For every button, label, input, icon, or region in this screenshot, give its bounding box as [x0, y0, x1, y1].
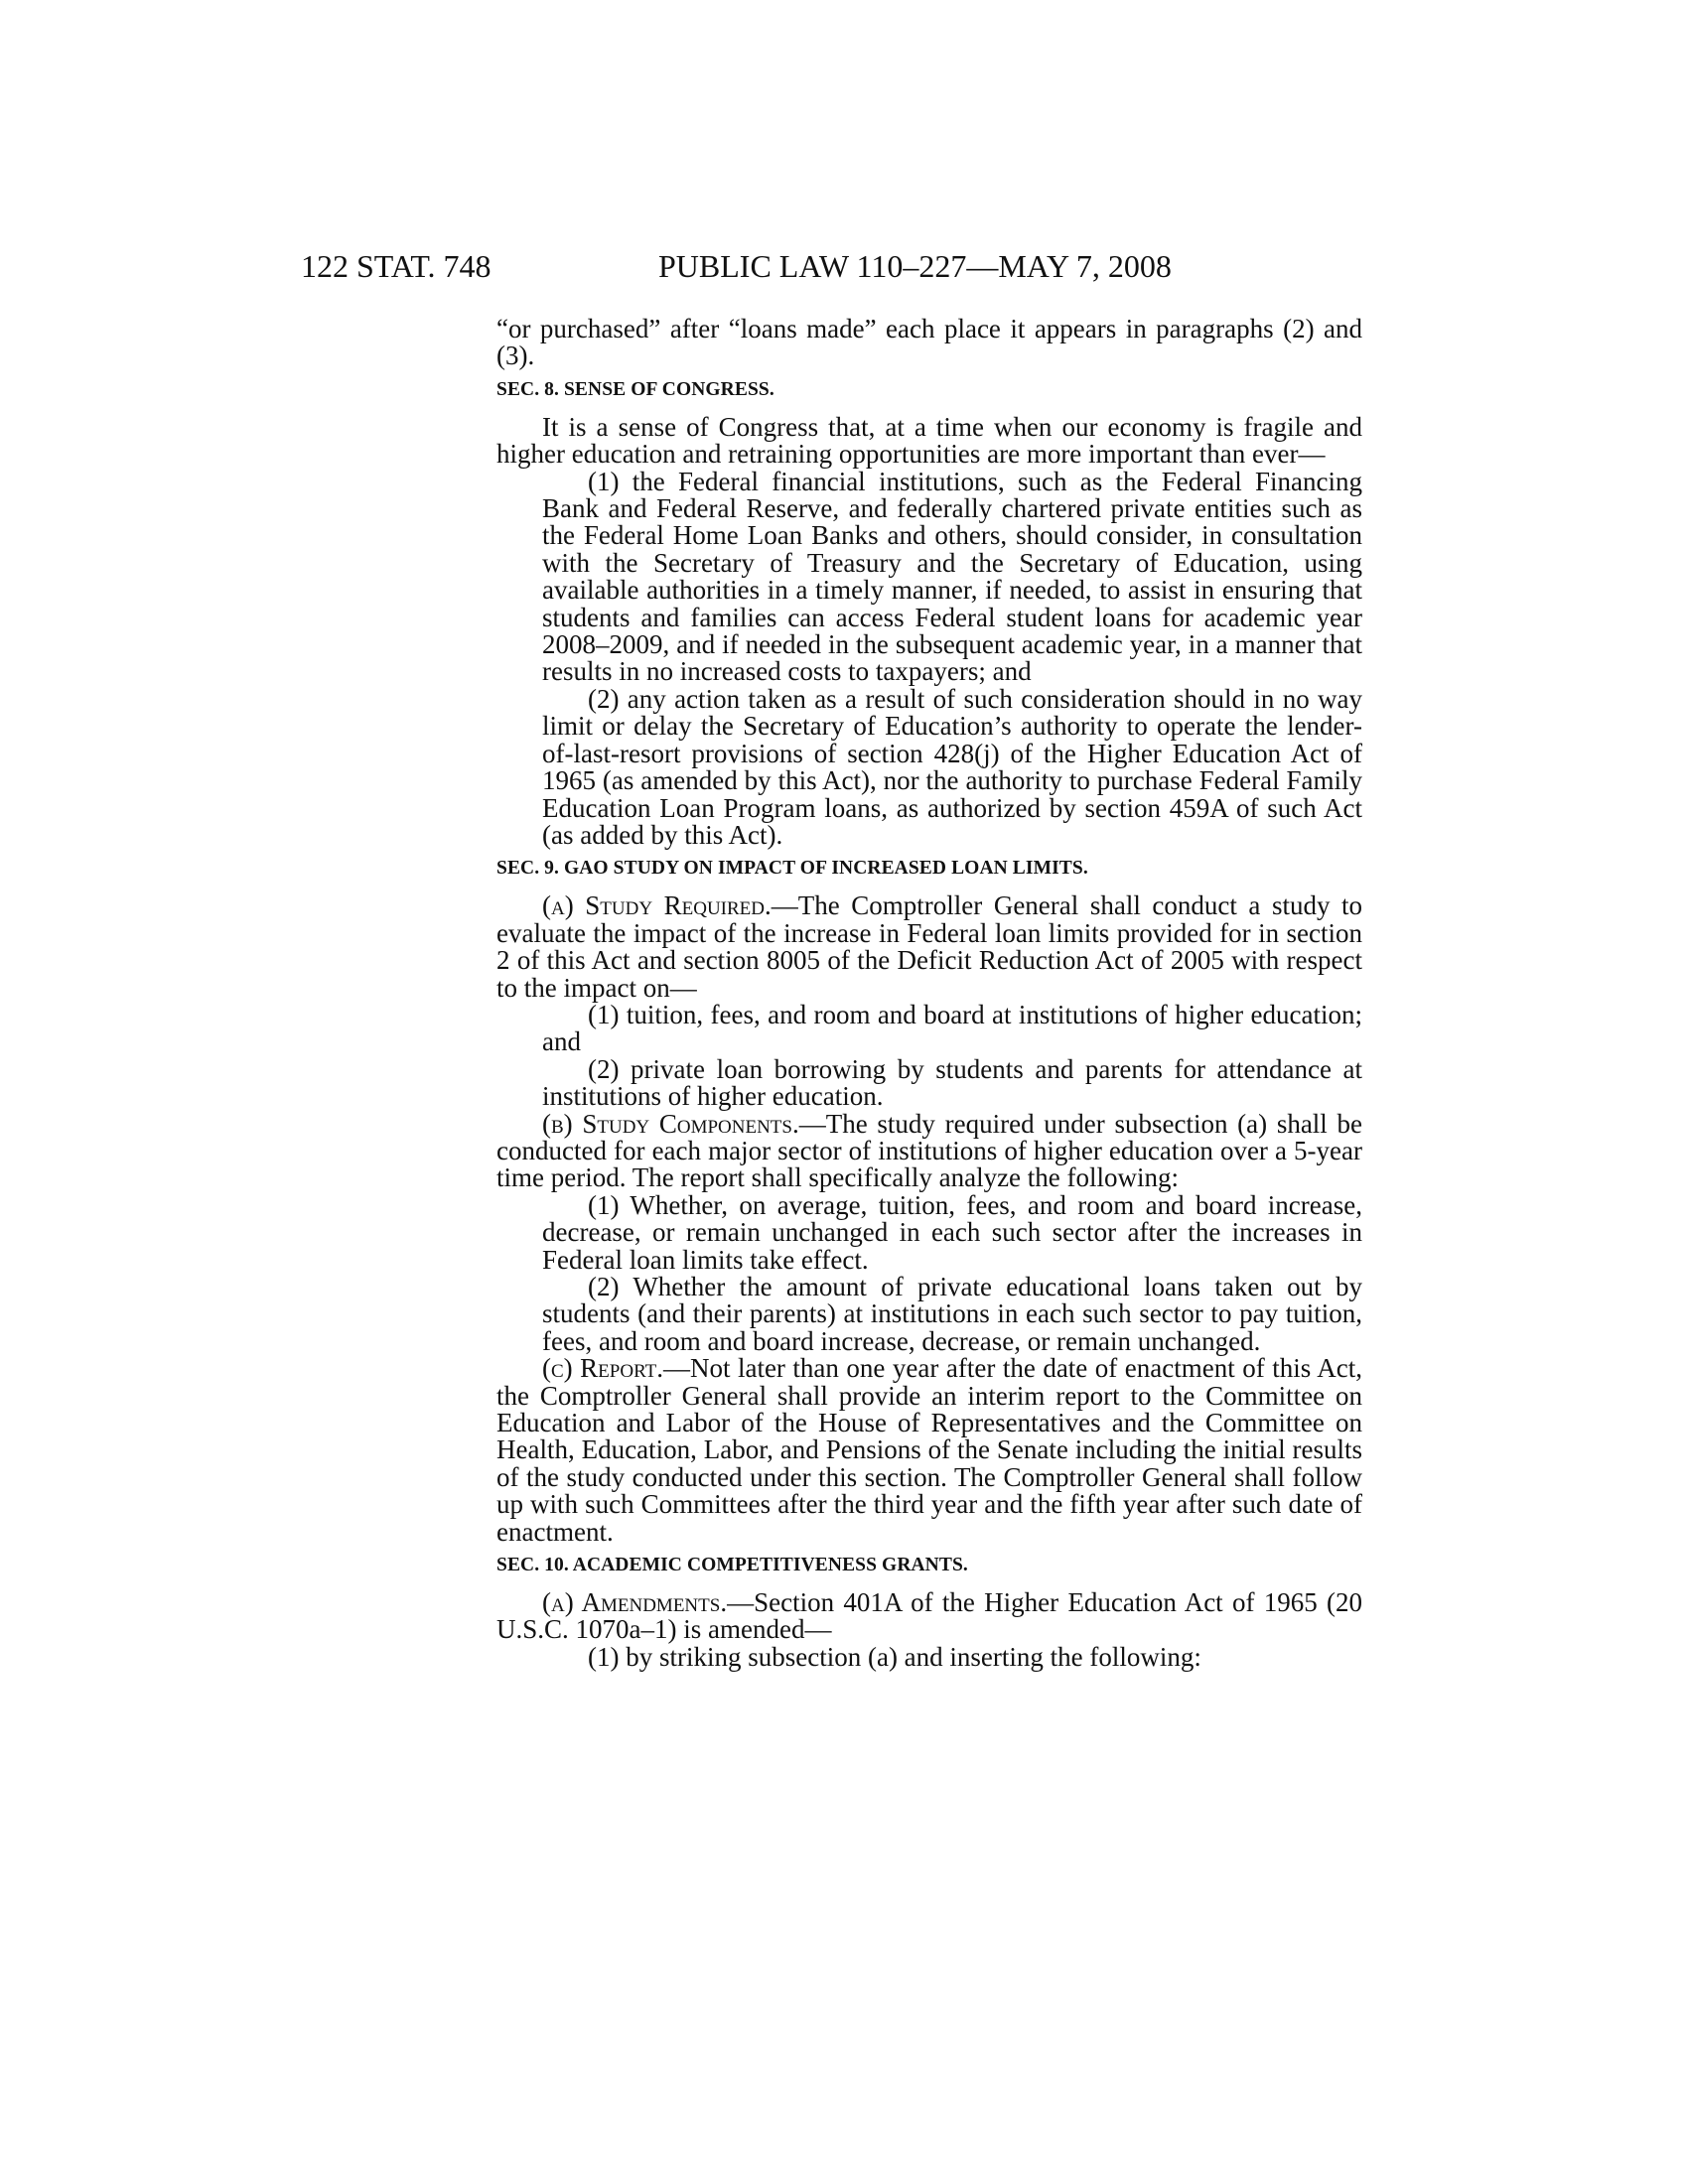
document-body [496, 316, 1362, 1671]
sec9-heading: SEC. 9. GAO STUDY ON IMPACT OF INCREASED LOAN LIMITS. [496, 858, 1088, 880]
sec10-a-label: (a) Amendments. [542, 1587, 728, 1618]
sec10-a-text: —Section 401A of the Higher Education Act of 1965 (20 U.S.C. 1070a–1) is amended— [496, 1587, 1362, 1645]
continuation-paragraph: “or purchased” after “loans made” each place it appears in paragraphs (2) and (3). [496, 314, 1362, 371]
sec10-subsection-a [496, 1589, 1362, 1644]
sec9-b-text: —The study required under subsection (a) shall be conducted for each major sector of institutions of higher education over a 5-year time period. The report shall specifically analyze the following: [496, 1108, 1362, 1193]
sec9-b-label: (b) Study Components. [542, 1108, 799, 1139]
sec9-subsection-c [496, 1355, 1362, 1546]
sec10-heading: SEC. 10. ACADEMIC COMPETITIVENESS GRANTS. [496, 1555, 968, 1576]
sec9-subsection-a [496, 892, 1362, 1002]
sec9-b-item-2: (2) Whether the amount of private educational loans taken out by students (and their parents) at institutions in each such sector to pay tuition, fees, and room and board increase, decrease, or remain unchanged. [542, 1272, 1362, 1356]
sec8-item-1: (1) the Federal financial institutions, such as the Federal Financing Bank and Federal Reserve, and federally chartered private entities such as the Federal Home Loan Banks and others, should consider, in consultation with the Secretary of Treasury and the Secretary of Education, using available authorities in a timely manner, if needed, to assist in ensuring that students and families can access Federal student loans for academic year 2008–2009, and if needed in the subsequent academic year, in a manner that results in no increased costs to taxpayers; and [542, 466, 1362, 687]
sec9-subsection-b [496, 1108, 1362, 1193]
sec10-a-item-1: (1) by striking subsection (a) and inserting the following: [588, 1641, 1201, 1672]
sec8-heading: SEC. 8. SENSE OF CONGRESS. [496, 378, 774, 400]
sec9-b-item-1: (1) Whether, on average, tuition, fees, and room and board increase, decrease, or remain unchanged in each such sector after the increases in Federal loan limits take effect. [542, 1189, 1362, 1275]
statute-page-reference: 122 STAT. 748 [301, 248, 492, 284]
sec9-c-text: —Not later than one year after the date of enactment of this Act, the Comptroller General shall provide an interim report to the Committee on Education and Labor of the House of Representatives and the Committee on Health, Education, Labor, and Pensions of the Senate including the initial results of the study conducted under this section. The Comptroller General shall follow up with such Committees after the third year and the fifth year after such date of enactment. [496, 1353, 1362, 1547]
sec8-intro: It is a sense of Congress that, at a time when our economy is fragile and higher education and retraining opportunities are more important than ever— [496, 411, 1362, 470]
sec9-a-item-2: (2) private loan borrowing by students and parents for attendance at institutions of higher education. [542, 1053, 1362, 1112]
sec9-a-text: —The Comptroller General shall conduct a study to evaluate the impact of the increase in Federal loan limits provided for in section 2 of this Act and section 8005 of the Deficit Reduction Act of 2005 with respect to the impact on— [496, 890, 1363, 1003]
sec9-a-label: (a) Study Required. [542, 890, 772, 921]
sec9-a-item-1: (1) tuition, fees, and room and board at institutions of higher education; and [542, 999, 1362, 1057]
public-law-title: PUBLIC LAW 110–227—MAY 7, 2008 [658, 248, 1172, 284]
sec9-c-label: (c) Report. [542, 1353, 663, 1384]
running-head [0, 248, 1688, 288]
sec8-item-2: (2) any action taken as a result of such consideration should in no way limit or delay the Secretary of Education’s authority to operate the lender-of-last-resort provisions of section 428(j) of the Higher Education Act of 1965 (as amended by this Act), nor the authority to purchase Federal Family Education Loan Program loans, as authorized by section 459A of such Act (as added by this Act). [542, 683, 1362, 850]
